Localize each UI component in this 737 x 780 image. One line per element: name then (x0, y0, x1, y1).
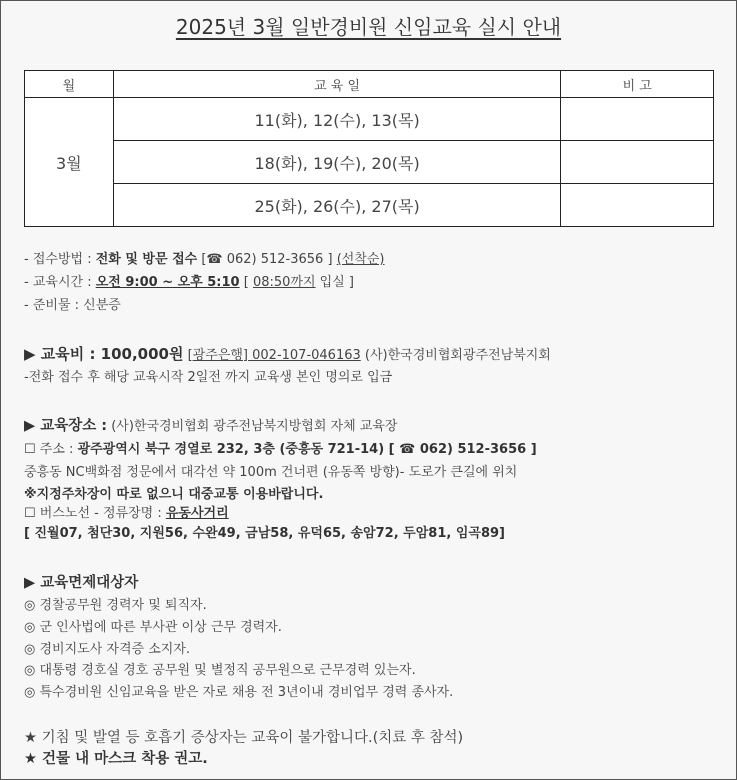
bus-stop: 유동사거리 (165, 506, 229, 521)
table-row (25, 184, 714, 227)
fee-bank: [광주은행] 002-107-046163 (187, 348, 361, 363)
exempt-item: ◎ 특수경비원 신임교육을 받은 자로 채용 전 3년이내 경비업무 경력 종사자. (24, 685, 454, 700)
table-row (25, 98, 714, 141)
table-row (25, 141, 714, 184)
exempt-item: ◎ 군 인사법에 따른 부사관 이상 근무 경력자. (24, 620, 282, 635)
bus-routes: [ 진월07, 첨단30, 지원56, 수완49, 금남58, 유덕65, 송암72, 두암81, 임곡89] (24, 526, 505, 541)
note-cell (561, 141, 714, 184)
bus-label: ☐ 버스노선 - 정류장명 : (24, 506, 166, 521)
venue-line (24, 414, 397, 435)
bus-line (24, 502, 229, 521)
reception-method: 전화 및 방문 접수 (95, 252, 198, 267)
exempt-item: ◎ 대통령 경호실 경호 공무원 및 별정직 공무원으로 근무경력 있는자. (24, 663, 416, 678)
header-note: 비 고 (561, 71, 714, 98)
schedule-table (24, 70, 714, 227)
header-month: 월 (25, 71, 114, 98)
time-label: - 교육시간 : (24, 275, 96, 290)
fee-label: ▶ 교육비 : 100,000원 (24, 345, 184, 363)
reception-label: - 접수방법 : (24, 252, 96, 267)
exempt-heading: ▶ 교육면제대상자 (24, 575, 139, 591)
symptom-notice: ★ 기침 및 발열 등 호흡기 증상자는 교육이 불가합니다.(치료 후 참석) (24, 730, 464, 746)
venue-label: ▶ 교육장소 : (24, 418, 108, 434)
venue-name: (사)한국경비협회 광주전남북지방협회 자체 교육장 (107, 419, 398, 434)
time-entry: 08:50까지 (252, 275, 316, 290)
exempt-item: ◎ 경비지도사 자격증 소지자. (24, 642, 191, 657)
fee-holder: (사)한국경비협회광주전남북지회 (360, 348, 551, 363)
fee-note: -전화 접수 후 해당 교육시작 2일전 까지 교육생 본인 명의로 입금 (24, 370, 393, 385)
reception-line (24, 248, 385, 267)
month-cell: 3월 (25, 98, 114, 227)
note-cell (561, 98, 714, 141)
header-dates: 교 육 일 (113, 71, 561, 98)
fee-line (24, 343, 551, 364)
mask-notice: ★ 건물 내 마스크 착용 권고. (24, 751, 208, 767)
time-bracket-open: [ (239, 275, 253, 290)
time-value: 오전 9:00 ~ 오후 5:10 (95, 275, 240, 290)
date-cell: 11(화), 12(수), 13(목) (113, 98, 561, 141)
address-value: 광주광역시 북구 경열로 232, 3층 (중흥동 721-14) [ ☎ 062) 512-3656 ] (77, 442, 537, 457)
address-line (24, 438, 537, 457)
exempt-item: ◎ 경찰공무원 경력자 및 퇴직자. (24, 598, 207, 613)
time-line (24, 271, 354, 290)
table-header-row (25, 71, 714, 98)
reception-phone: [☎ 062) 512-3656 ] (201, 252, 333, 267)
reception-order: (선착순) (336, 252, 385, 267)
address-label: ☐ 주소 : (24, 442, 78, 457)
parking-notice: ※지정주차장이 따로 없으니 대중교통 이용바랍니다. (24, 487, 324, 502)
prep-line: - 준비물 : 신분증 (24, 298, 121, 313)
date-cell: 25(화), 26(수), 27(목) (113, 184, 561, 227)
directions-line: 중흥동 NC백화점 정문에서 대각선 약 100m 건너편 (유동쪽 방향)- 도로가 큰길에 위치 (24, 465, 518, 480)
date-cell: 18(화), 19(수), 20(목) (113, 141, 561, 184)
time-bracket-close: 입실 ] (315, 275, 354, 290)
page-title: 2025년 3월 일반경비원 신임교육 실시 안내 (175, 15, 562, 39)
note-cell (561, 184, 714, 227)
